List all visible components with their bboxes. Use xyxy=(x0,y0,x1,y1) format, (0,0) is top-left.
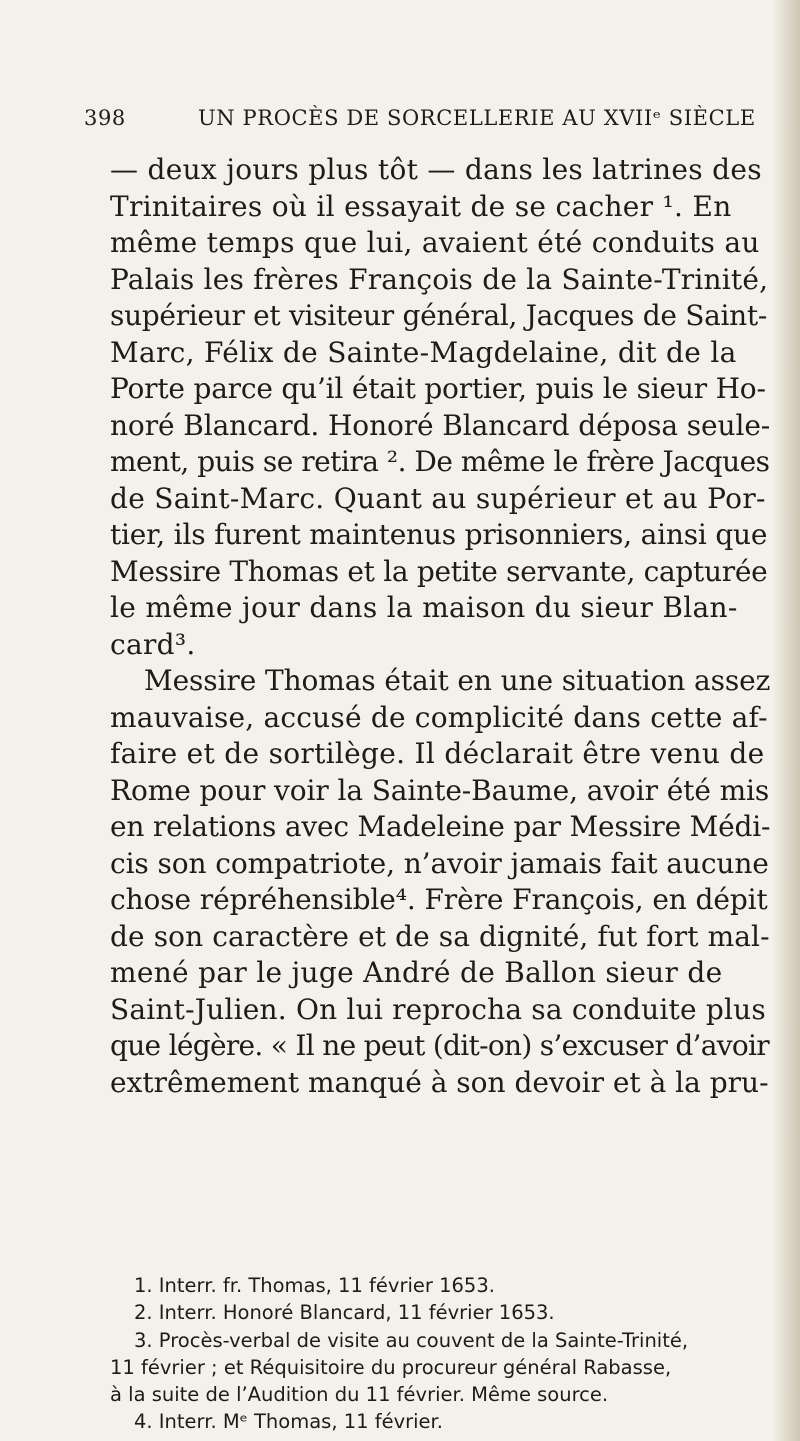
body-line: mené par le juge André de Ballon sieur de xyxy=(110,956,723,989)
page-edge-shadow xyxy=(772,0,800,1441)
body-line: Saint-Julien. On lui reprocha sa conduite plus xyxy=(110,992,766,1026)
body-line: même temps que lui, avaient été conduits au xyxy=(110,226,760,259)
body-line: mauvaise, accusé de complicité dans cette af- xyxy=(110,700,768,734)
body-line: extrêmement manqué à son devoir et à la pru- xyxy=(110,1065,769,1099)
body-line: cis son compatriote, n’avoir jamais fait aucune xyxy=(110,846,769,880)
body-line: ment, puis se retira ². De même le frère Jacques xyxy=(110,445,770,478)
page-number: 398 xyxy=(84,106,126,130)
footnote-3: 3. Procès-verbal de visite au couvent de la Sainte-Trinité, xyxy=(134,1328,689,1352)
body-text xyxy=(110,152,770,1101)
body-line: que légère. « Il ne peut (dit-on) s’excuser d’avoir xyxy=(110,1029,769,1062)
body-line: le même jour dans la maison du sieur Blan- xyxy=(110,591,738,624)
body-line: de son caractère et de sa dignité, fut fort mal- xyxy=(110,919,770,953)
body-line: de Saint-Marc. Quant au supérieur et au Por- xyxy=(110,481,766,515)
body-line: Marc, Félix de Sainte-Magdelaine, dit de la xyxy=(110,335,737,369)
body-line: Porte parce qu’il était portier, puis le sieur Ho- xyxy=(110,372,766,405)
footnote-4: 4. Interr. Mᵉ Thomas, 11 février. xyxy=(134,1410,443,1434)
footnotes xyxy=(110,1272,770,1436)
body-line: Trinitaires où il essayait de se cacher ¹. En xyxy=(110,189,732,223)
footnote-3-continued: à la suite de l’Audition du 11 février. Même source. xyxy=(110,1383,609,1407)
body-line: faire et de sortilège. Il déclarait être venu de xyxy=(110,737,765,770)
body-line: tier, ils furent maintenus prisonniers, ainsi que xyxy=(110,518,768,551)
paragraph-first-line: Messire Thomas était en une situation assez xyxy=(144,664,771,697)
body-line: Messire Thomas et la petite servante, capturée xyxy=(110,554,768,588)
body-line: — deux jours plus tôt — dans les latrines des xyxy=(110,153,762,186)
body-line: noré Blancard. Honoré Blancard déposa seule- xyxy=(110,408,771,442)
running-title: UN PROCÈS DE SORCELLERIE AU XVIIᵉ SIÈCLE xyxy=(198,106,756,130)
body-line: supérieur et visiteur général, Jacques de Saint- xyxy=(110,299,767,332)
footnote-3-continued: 11 février ; et Réquisitoire du procureur général Rabasse, xyxy=(110,1355,672,1379)
body-line: chose répréhensible⁴. Frère François, en dépit xyxy=(110,883,768,916)
body-line: card³. xyxy=(110,627,196,661)
page-header xyxy=(84,106,774,142)
footnote-2: 2. Interr. Honoré Blancard, 11 février 1653. xyxy=(134,1301,555,1325)
body-line: Palais les frères François de la Sainte-Trinité, xyxy=(110,262,769,296)
body-line: Rome pour voir la Sainte-Baume, avoir été mis xyxy=(110,773,770,807)
footnote-1: 1. Interr. fr. Thomas, 11 février 1653. xyxy=(134,1274,495,1297)
body-line: en relations avec Madeleine par Messire Médi- xyxy=(110,810,771,843)
